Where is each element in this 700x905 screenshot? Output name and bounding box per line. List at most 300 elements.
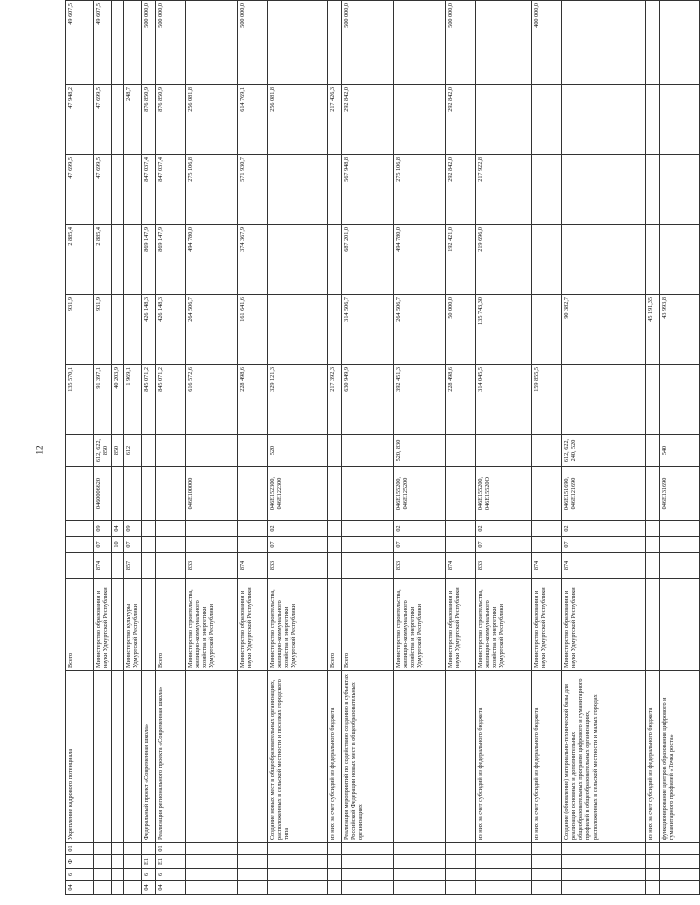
table-cell: 217 922,8	[476, 155, 532, 225]
table-row	[66, 1, 94, 895]
table-cell: 192 421,0	[446, 225, 476, 295]
table-cell	[328, 843, 342, 855]
table-cell: 07	[268, 537, 328, 553]
table-cell	[646, 85, 660, 155]
table-cell	[342, 869, 394, 881]
table-cell: 612	[124, 435, 142, 467]
table-cell	[268, 843, 328, 855]
table-cell: 426 148,3	[142, 295, 156, 365]
table-cell	[476, 869, 532, 881]
table-cell: Всего	[156, 579, 186, 671]
table-cell: 874	[94, 553, 112, 579]
table-cell: Министерство образования и науки Удмуртской Республики	[446, 579, 476, 671]
table-cell	[328, 467, 342, 521]
table-cell: 845 071,2	[156, 365, 186, 435]
table-row	[660, 1, 700, 895]
table-cell: 612, 622, 850	[94, 435, 112, 467]
table-cell	[562, 155, 646, 225]
table-body	[66, 1, 700, 895]
table-cell: 43 993,8	[660, 295, 700, 365]
table-cell: 874	[446, 553, 476, 579]
table-cell: Министерство образования и науки Удмуртской Республики	[94, 579, 112, 671]
table-cell: 40 203,9	[112, 365, 124, 435]
table-cell	[186, 843, 238, 855]
table-cell: 6	[66, 869, 94, 881]
table-cell	[476, 435, 532, 467]
table-row	[446, 1, 476, 895]
table-cell: Министерство образования и науки Удмуртской Республики	[238, 579, 268, 671]
table-cell: 275 106,8	[186, 155, 238, 225]
table-cell	[186, 537, 238, 553]
table-cell	[532, 855, 562, 869]
table-cell: 847 037,4	[142, 155, 156, 225]
table-cell	[186, 881, 238, 895]
table-cell	[238, 881, 268, 895]
table-cell	[562, 855, 646, 869]
table-cell: 520, 830	[394, 435, 446, 467]
table-cell	[532, 521, 562, 537]
table-cell	[328, 881, 342, 895]
budget-table-sheet	[65, 3, 676, 895]
table-cell: Создание (обновление) материально-технической базы для реализации основных и дополнительных общеобразовательных программ цифрового и гуманитарного профилей в общеобразовательных организациях, расположенных в сельской местности и малых городах	[562, 671, 646, 843]
table-cell	[268, 855, 328, 869]
table-cell: 292 842,0	[446, 85, 476, 155]
table-cell: 392 451,3	[394, 365, 446, 435]
table-cell	[328, 155, 342, 225]
table-cell	[532, 295, 562, 365]
table-cell	[112, 553, 124, 579]
table-cell	[238, 869, 268, 881]
table-cell: 6	[142, 869, 156, 881]
table-cell: 540	[660, 435, 700, 467]
table-row	[394, 1, 446, 895]
table-cell	[186, 855, 238, 869]
table-cell	[112, 225, 124, 295]
table-cell: 874	[562, 553, 646, 579]
table-cell	[112, 1, 124, 85]
table-cell: 520	[268, 435, 328, 467]
table-cell: 374 367,9	[238, 225, 268, 295]
table-row	[328, 1, 342, 895]
table-cell: 046Е152300, 046Е122300	[268, 467, 328, 521]
table-cell	[660, 521, 700, 537]
table-cell	[562, 881, 646, 895]
table-cell: 50 000,0	[446, 295, 476, 365]
table-cell	[66, 537, 94, 553]
table-cell: 845 071,2	[142, 365, 156, 435]
table-cell	[124, 671, 142, 843]
table-cell	[532, 881, 562, 895]
table-cell: Министерство строительства, жилищно-коммунального хозяйства и энергетики Удмуртской Республики	[394, 579, 446, 671]
table-cell	[532, 435, 562, 467]
table-cell: 04	[142, 881, 156, 895]
table-cell	[646, 467, 660, 521]
table-cell	[660, 869, 700, 881]
table-cell: 47 948,2	[66, 85, 94, 155]
table-cell: Создание новых мест в общеобразовательных организациях, расположенных в сельской местности и поселках городского типа	[268, 671, 328, 843]
table-cell	[328, 855, 342, 869]
table-cell	[646, 365, 660, 435]
table-cell	[186, 671, 238, 843]
table-cell: Министерство образования и науки Удмуртской Республики	[562, 579, 646, 671]
table-cell	[156, 553, 186, 579]
table-cell	[562, 225, 646, 295]
table-cell	[446, 467, 476, 521]
table-row	[94, 1, 112, 895]
table-cell: Министерство строительства, жилищно-коммунального хозяйства и энергетики Удмуртской Республики	[268, 579, 328, 671]
table-cell	[446, 435, 476, 467]
table-cell: 264 506,7	[394, 295, 446, 365]
table-cell: 07	[562, 537, 646, 553]
table-cell: 256 081,8	[268, 85, 328, 155]
table-cell: 159 855,5	[532, 365, 562, 435]
table-cell: 2 885,4	[94, 225, 112, 295]
table-cell	[532, 467, 562, 521]
table-cell	[112, 843, 124, 855]
table-cell	[124, 843, 142, 855]
table-cell: 292 842,0	[446, 155, 476, 225]
table-cell	[342, 553, 394, 579]
table-cell	[532, 869, 562, 881]
table-cell	[394, 85, 446, 155]
table-cell	[156, 537, 186, 553]
table-cell	[94, 843, 112, 855]
table-cell	[112, 869, 124, 881]
table-cell: 45 191,35	[646, 295, 660, 365]
table-cell	[112, 85, 124, 155]
table-cell: из них за счет субсидий из федерального бюджета	[476, 671, 532, 843]
table-cell: Министерство строительства, жилищно-коммунального хозяйства и энергетики Удмуртской Республики	[186, 579, 238, 671]
table-cell: 571 930,7	[238, 155, 268, 225]
table-cell: Всего	[342, 579, 394, 671]
table-cell	[562, 85, 646, 155]
table-cell	[186, 435, 238, 467]
table-cell: 046Е155200, 046Е15520О	[476, 467, 532, 521]
table-cell: 869 147,9	[142, 225, 156, 295]
table-cell	[238, 537, 268, 553]
table-cell	[646, 225, 660, 295]
table-cell	[238, 843, 268, 855]
table-cell: 256 081,8	[186, 85, 238, 155]
table-cell	[646, 553, 660, 579]
table-cell	[646, 521, 660, 537]
table-cell: 500 000,0	[156, 1, 186, 85]
table-cell	[532, 843, 562, 855]
table-cell	[660, 85, 700, 155]
table-cell: 616 572,6	[186, 365, 238, 435]
table-cell	[142, 467, 156, 521]
table-cell: 869 147,9	[156, 225, 186, 295]
table-cell	[660, 537, 700, 553]
table-cell	[476, 855, 532, 869]
table-cell: 02	[476, 521, 532, 537]
table-cell	[124, 1, 142, 85]
table-cell	[66, 435, 94, 467]
table-cell: 10	[112, 537, 124, 553]
table-cell	[394, 855, 446, 869]
table-cell	[342, 467, 394, 521]
table-cell	[446, 521, 476, 537]
table-cell: из них за счет субсидий из федерального бюджета	[646, 671, 660, 843]
table-cell	[186, 521, 238, 537]
table-cell	[660, 155, 700, 225]
table-cell	[112, 671, 124, 843]
table-cell	[342, 537, 394, 553]
table-cell	[562, 869, 646, 881]
table-cell	[142, 553, 156, 579]
table-cell: 500 000,0	[142, 1, 156, 85]
table-cell	[186, 869, 238, 881]
table-row	[562, 1, 646, 895]
table-cell	[66, 521, 94, 537]
table-cell	[238, 671, 268, 843]
table-cell: 612, 622, 240, 520	[562, 435, 646, 467]
table-cell: 833	[186, 553, 238, 579]
table-cell: Укрепление кадрового потенциала	[66, 671, 94, 843]
table-cell	[94, 881, 112, 895]
table-cell	[124, 855, 142, 869]
table-cell	[268, 155, 328, 225]
table-cell	[328, 435, 342, 467]
table-cell	[394, 843, 446, 855]
table-cell: 494 780,0	[186, 225, 238, 295]
table-cell: 135 570,1	[66, 365, 94, 435]
table-cell: Е1	[156, 855, 186, 869]
table-cell	[142, 579, 156, 671]
table-cell: 833	[268, 553, 328, 579]
table-cell	[532, 85, 562, 155]
table-cell	[394, 881, 446, 895]
table-cell: 329 121,3	[268, 365, 328, 435]
page-number: 12	[34, 445, 45, 455]
table-cell	[112, 855, 124, 869]
table-cell	[646, 843, 660, 855]
table-row	[646, 1, 660, 895]
table-cell: 09	[94, 521, 112, 537]
table-cell	[342, 843, 394, 855]
table-cell	[660, 365, 700, 435]
table-cell: 874	[238, 553, 268, 579]
table-cell	[394, 869, 446, 881]
table-cell: 04	[112, 521, 124, 537]
table-cell: 217 392,3	[328, 365, 342, 435]
table-cell: 04	[66, 881, 94, 895]
table-cell	[646, 537, 660, 553]
table-cell: 02	[268, 521, 328, 537]
table-cell: 046Е131690	[660, 467, 700, 521]
table-cell: 161 641,6	[238, 295, 268, 365]
table-cell	[446, 869, 476, 881]
table-cell: 09	[124, 521, 142, 537]
table-cell	[124, 295, 142, 365]
table-cell	[342, 435, 394, 467]
table-cell	[646, 155, 660, 225]
table-row	[532, 1, 562, 895]
table-cell: 264 506,7	[186, 295, 238, 365]
table-cell: 314 045,5	[476, 365, 532, 435]
table-cell	[142, 537, 156, 553]
table-cell	[112, 295, 124, 365]
table-cell: 630 949,9	[342, 365, 394, 435]
table-cell	[328, 295, 342, 365]
table-cell: 500 000,0	[238, 1, 268, 85]
table-cell	[562, 1, 646, 85]
table-cell: 046Е151690, 046Е121690	[562, 467, 646, 521]
table-cell	[94, 671, 112, 843]
table-cell	[66, 467, 94, 521]
table-cell	[328, 869, 342, 881]
table-row	[268, 1, 328, 895]
table-cell	[476, 881, 532, 895]
table-cell	[186, 1, 238, 85]
table-cell: 500 000,0	[342, 1, 394, 85]
table-cell: 275 106,8	[394, 155, 446, 225]
table-cell: из них за счет субсидий из федерального бюджета	[328, 671, 342, 843]
table-cell: 02	[562, 521, 646, 537]
table-cell	[156, 521, 186, 537]
table-cell	[562, 365, 646, 435]
table-cell	[446, 843, 476, 855]
table-cell: 1 969,1	[124, 365, 142, 435]
table-cell: 07	[94, 537, 112, 553]
table-cell	[476, 843, 532, 855]
table-cell	[268, 295, 328, 365]
table-cell: 687 201,0	[342, 225, 394, 295]
table-cell	[342, 881, 394, 895]
table-cell	[342, 855, 394, 869]
table-cell: 567 948,8	[342, 155, 394, 225]
rotated-page	[65, 3, 676, 895]
table-cell: 833	[394, 553, 446, 579]
table-cell: Реализация мероприятий по содействию созданию в субъектах Российской Федерации новых мест в общеобразовательных организациях	[342, 671, 394, 843]
table-cell	[142, 521, 156, 537]
table-cell	[532, 225, 562, 295]
table-cell	[660, 579, 700, 671]
table-cell	[328, 1, 342, 85]
table-cell	[238, 435, 268, 467]
table-cell: 01	[156, 843, 186, 855]
budget-table	[65, 0, 700, 895]
table-row	[476, 1, 532, 895]
table-cell: 01	[66, 843, 94, 855]
table-cell: из них за счет субсидий из федерального бюджета	[532, 671, 562, 843]
table-cell: 91 397,1	[94, 365, 112, 435]
table-cell	[328, 225, 342, 295]
table-cell: 49 607,5	[94, 1, 112, 85]
table-cell: 248,7	[124, 85, 142, 155]
table-row	[124, 1, 142, 895]
table-cell	[646, 1, 660, 85]
table-cell: 47 699,5	[94, 85, 112, 155]
table-cell: 07	[124, 537, 142, 553]
table-cell	[66, 553, 94, 579]
table-cell: 228 498,6	[238, 365, 268, 435]
table-row	[186, 1, 238, 895]
table-cell: 02	[394, 521, 446, 537]
table-cell	[268, 1, 328, 85]
table-cell	[446, 537, 476, 553]
table-row	[156, 1, 186, 895]
table-cell	[124, 881, 142, 895]
table-cell: 6	[156, 869, 186, 881]
table-cell: 07	[476, 537, 532, 553]
table-cell: 47 699,5	[66, 155, 94, 225]
table-cell	[660, 553, 700, 579]
table-cell: 046Е100000	[186, 467, 238, 521]
table-cell	[446, 881, 476, 895]
table-cell	[112, 155, 124, 225]
table-cell	[446, 855, 476, 869]
table-cell: 847 037,4	[156, 155, 186, 225]
table-cell	[660, 225, 700, 295]
table-row	[238, 1, 268, 895]
table-cell	[142, 435, 156, 467]
table-cell	[268, 225, 328, 295]
table-cell: 90 382,7	[562, 295, 646, 365]
table-cell: Министерство образования и науки Удмуртской Республики	[532, 579, 562, 671]
table-cell: 426 148,3	[156, 295, 186, 365]
table-cell: 876 850,9	[142, 85, 156, 155]
table-cell	[562, 843, 646, 855]
table-cell	[112, 881, 124, 895]
table-cell: 046Е155200, 046Е125200	[394, 467, 446, 521]
table-cell	[394, 1, 446, 85]
table-cell	[660, 881, 700, 895]
table-cell: 494 780,0	[394, 225, 446, 295]
table-cell	[238, 855, 268, 869]
table-row	[342, 1, 394, 895]
table-cell: 292 842,0	[342, 85, 394, 155]
table-cell	[532, 155, 562, 225]
table-cell: 931,9	[66, 295, 94, 365]
table-cell	[342, 521, 394, 537]
table-cell: 47 699,5	[94, 155, 112, 225]
table-cell	[124, 467, 142, 521]
table-cell: 400 000,0	[532, 1, 562, 85]
table-cell	[328, 537, 342, 553]
table-cell: Министерство строительства, жилищно-коммунального хозяйства и энергетики Удмуртской Республики	[476, 579, 532, 671]
table-cell	[268, 869, 328, 881]
table-cell: 314 506,7	[342, 295, 394, 365]
table-cell	[532, 537, 562, 553]
table-cell: Федеральный проект «Современная школа»	[142, 671, 156, 843]
table-cell	[660, 843, 700, 855]
table-cell	[238, 521, 268, 537]
table-cell	[646, 869, 660, 881]
table-cell	[446, 671, 476, 843]
table-cell: 49 607,5	[66, 1, 94, 85]
table-cell: 833	[476, 553, 532, 579]
table-cell	[646, 579, 660, 671]
table-cell	[646, 881, 660, 895]
table-cell: 228 498,6	[446, 365, 476, 435]
table-cell: 04	[156, 881, 186, 895]
table-cell: Е1	[142, 855, 156, 869]
table-cell: 500 000,0	[446, 1, 476, 85]
table-cell: 0460006620	[94, 467, 112, 521]
table-cell	[94, 855, 112, 869]
table-cell	[112, 467, 124, 521]
table-cell	[394, 671, 446, 843]
table-cell	[660, 1, 700, 85]
table-cell	[124, 225, 142, 295]
table-cell: Всего	[328, 579, 342, 671]
table-cell	[156, 435, 186, 467]
table-cell: 931,9	[94, 295, 112, 365]
table-cell	[238, 467, 268, 521]
table-row	[112, 1, 124, 895]
table-cell	[476, 1, 532, 85]
